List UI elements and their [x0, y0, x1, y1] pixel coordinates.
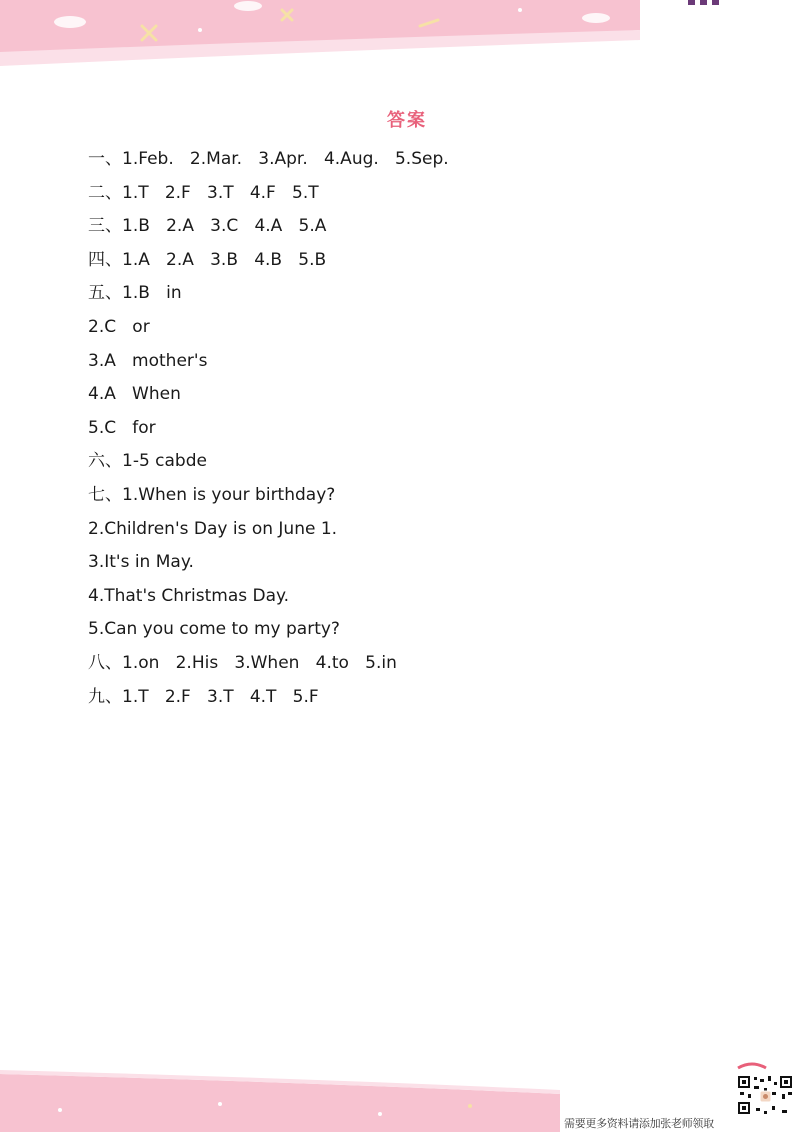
answer-list — [88, 143, 449, 714]
answer-line: 5.C for — [88, 417, 156, 438]
answer-line: 五、1.B in — [88, 283, 182, 304]
answer-line: 2.C or — [88, 316, 150, 337]
answer-line: 4.That's Christmas Day. — [88, 585, 290, 606]
answer-line: 3.A mother's — [88, 350, 208, 371]
answer-line: 六、1-5 cabde — [88, 451, 207, 472]
answer-line: 七、1.When is your birthday? — [88, 484, 336, 505]
answer-line: 5.Can you come to my party? — [88, 619, 340, 640]
answer-line: 3.It's in May. — [88, 552, 194, 573]
answer-title: 答案 — [387, 110, 427, 131]
answer-line: 一、1.Feb. 2.Mar. 3.Apr. 4.Aug. 5.Sep. — [88, 149, 449, 169]
answer-line: 三、1.B 2.A 3.C 4.A 5.A — [88, 216, 327, 237]
answer-line: 四、1.A 2.A 3.B 4.B 5.B — [88, 249, 327, 270]
answer-line: 二、1.T 2.F 3.T 4.F 5.T — [88, 182, 319, 203]
answer-line: 九、1.T 2.F 3.T 4.T 5.F — [88, 686, 319, 707]
top-decorative-banner — [0, 0, 800, 80]
footer-contact-note: 需要更多资料请添加张老师领取 — [564, 1117, 714, 1130]
answer-line: 4.A When — [88, 384, 181, 405]
answer-line: 八、1.on 2.His 3.When 4.to 5.in — [88, 652, 397, 673]
qr-code-icon — [736, 1074, 794, 1116]
answer-line: 2.Children's Day is on June 1. — [88, 518, 338, 539]
